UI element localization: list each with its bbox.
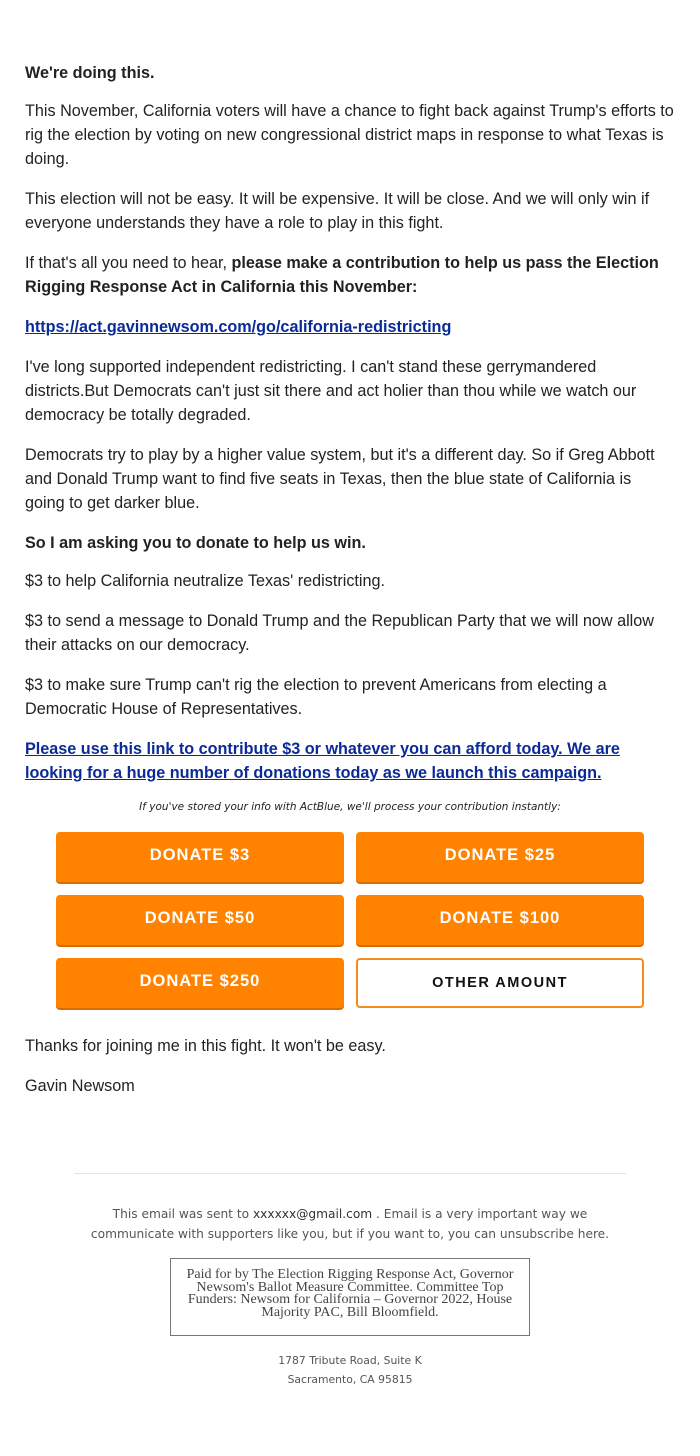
address-line-2: Sacramento, CA 95815 (287, 1373, 413, 1386)
contribution-lead: If that's all you need to hear, (25, 254, 232, 272)
paragraph-independent-redistricting: I've long supported independent redistricting. I can't stand these gerrymandered districts.But Democrats can't just sit there and act holier than thou while we watch our democracy be totally degraded. (25, 358, 637, 424)
paid-for-disclaimer: Paid for by The Election Rigging Response Act, Governor Newsom's Ballot Measure Committee. Committee Top Funders: Newsom for California – Governor 2022, House Majority PAC, Bill Bloomfield. (170, 1258, 530, 1336)
sent-to-prefix: This email was sent to (112, 1207, 253, 1221)
redistricting-link-line (25, 315, 675, 339)
donate-25-button[interactable]: DONATE $25 (356, 832, 644, 882)
paragraph-contribution (25, 251, 675, 299)
recipient-email: xxxxxx@gmail.com (252, 1207, 373, 1221)
contribute-cta-link[interactable]: Please use this link to contribute $3 or whatever you can afford today. We are looking for a huge number of donations today as we launch this campaign. (25, 740, 620, 782)
paragraph-november: This November, California voters will have a chance to fight back against Trump's efforts to rig the election by voting on new congressional district maps in response to what Texas is doing. (25, 102, 674, 168)
paragraph-prevent-rigging: $3 to make sure Trump can't rig the election to prevent Americans from electing a Democratic House of Representatives. (25, 676, 607, 718)
mailing-address (74, 1351, 626, 1389)
donate-3-button[interactable]: DONATE $3 (56, 832, 344, 882)
thanks-line: Thanks for joining me in this fight. It won't be easy. (25, 1037, 386, 1055)
email-heading: We're doing this. (25, 64, 155, 82)
donate-100-button[interactable]: DONATE $100 (356, 895, 644, 945)
paragraph-message: $3 to send a message to Donald Trump and the Republican Party that we will now allow their attacks on our democracy. (25, 612, 654, 654)
donate-buttons (56, 832, 675, 1008)
paragraph-neutralize: $3 to help California neutralize Texas' redistricting. (25, 572, 386, 590)
cta-link-line (25, 737, 675, 785)
signature: Gavin Newsom (25, 1077, 135, 1095)
address-line-1: 1787 Tribute Road, Suite K (278, 1354, 422, 1367)
redistricting-link[interactable]: https://act.gavinnewsom.com/go/california-redistricting (25, 318, 452, 336)
contribution-bold: please make a contribution to help us pass the Election Rigging Response Act in California this November: (25, 254, 659, 296)
actblue-note: If you've stored your info with ActBlue, we'll process your contribution instantly: (139, 801, 561, 813)
other-amount-button[interactable]: OTHER AMOUNT (356, 958, 644, 1008)
paragraph-not-easy: This election will not be easy. It will be expensive. It will be close. And we will only win if everyone understands they have a role to play in this fight. (25, 190, 650, 232)
donate-50-button[interactable]: DONATE $50 (56, 895, 344, 945)
paragraph-higher-value: Democrats try to play by a higher value system, but it's a different day. So if Greg Abbott and Donald Trump want to find five seats in Texas, then the blue state of California is going to get darker blue. (25, 446, 655, 512)
footer-sent-to (74, 1204, 626, 1244)
donate-250-button[interactable]: DONATE $250 (56, 958, 344, 1008)
sent-to-suffix: . Email is a very important way we communicate with supporters like you, but if you want to, you can unsubscribe here. (90, 1207, 610, 1241)
donate-ask: So I am asking you to donate to help us win. (25, 534, 366, 552)
email-footer (74, 1173, 626, 1389)
